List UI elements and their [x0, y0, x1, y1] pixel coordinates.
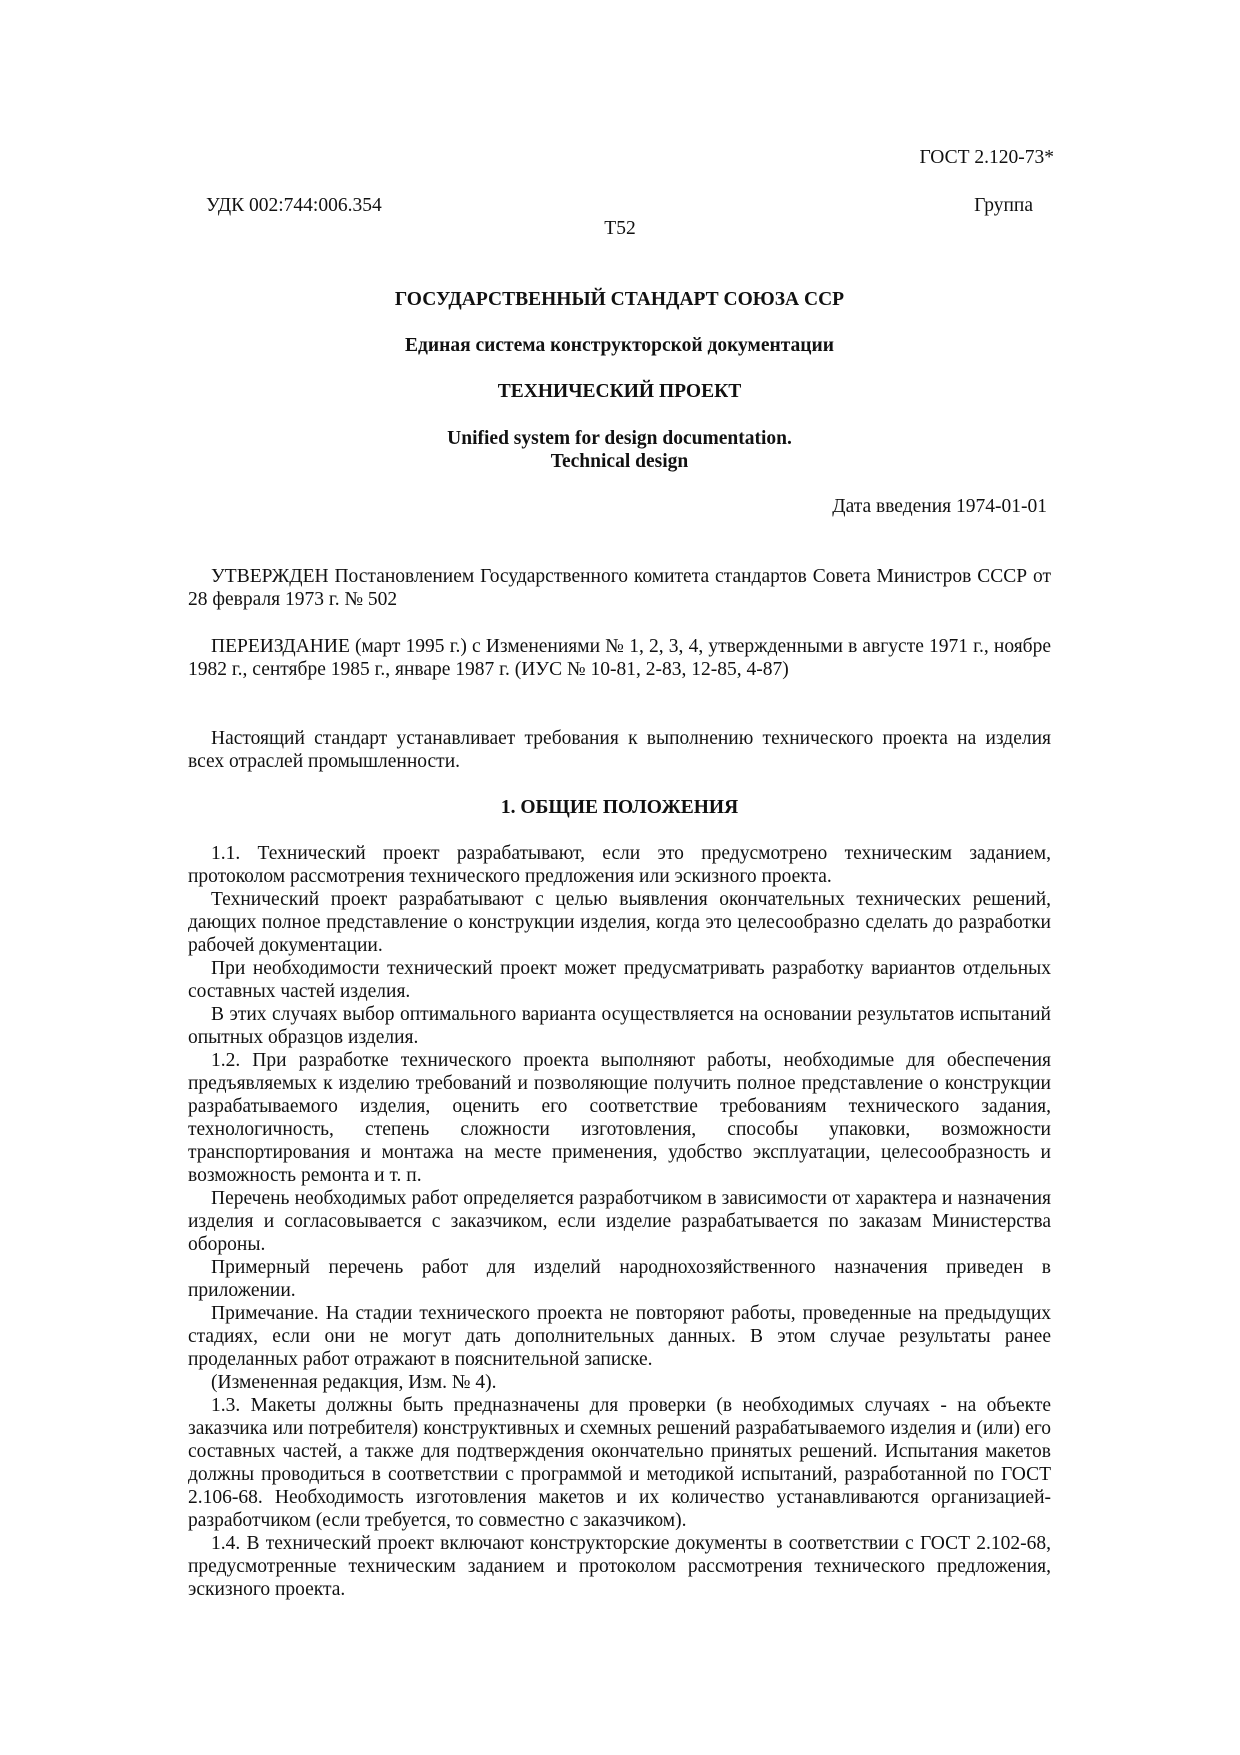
scope-statement — [188, 727, 1051, 773]
document-title: ТЕХНИЧЕСКИЙ ПРОЕКТ — [497, 381, 742, 402]
english-title-line-2: Technical design — [550, 451, 689, 472]
body-paragraph: В этих случаях выбор оптимального варианта осуществляется на основании результатов испытаний опытных образцов изделия. — [188, 1004, 1051, 1048]
scope-paragraph: Настоящий стандарт устанавливает требования к выполнению технического проекта на изделия всех отраслей промышленности. — [188, 728, 1051, 772]
standard-title: ГОСУДАРСТВЕННЫЙ СТАНДАРТ СОЮЗА ССР — [394, 289, 845, 310]
udk-code: УДК 002:744:006.354 — [206, 195, 382, 216]
approval-note — [188, 565, 1051, 611]
body-paragraph: 1.1. Технический проект разрабатывают, если это предусмотрено техническим заданием, протоколом рассмотрения технического предложения или эскизного проекта. — [188, 843, 1051, 887]
body-paragraph: 1.3. Макеты должны быть предназначены для проверки (в необходимых случаях - на объекте заказчика или потребителя) конструктивных и схемных решений разрабатываемого изделия и (или) его составных частей, а также для подтверждения окончательно принятых решений. Испытания макетов должны проводиться в соответствии с программой и методикой испытаний, разработанной по ГОСТ 2.106-68. Необходимость изготовления макетов и их количество устанавливаются организацией-разработчиком (если требуется, то совместно с заказчиком). — [188, 1395, 1051, 1531]
english-title-line-1: Unified system for design documentation. — [447, 428, 792, 449]
group-label: Группа — [974, 195, 1033, 216]
body-paragraph: При необходимости технический проект может предусматривать разработку вариантов отдельных составных частей изделия. — [188, 958, 1051, 1002]
system-title: Единая система конструкторской документации — [405, 335, 834, 356]
body-paragraph: 1.2. При разработке технического проекта выполняют работы, необходимые для обеспечения предъявляемых к изделию требований и позволяющие получить полное представление о конструкции разрабатываемого изделия, оценить его соответствие требованиям технического задания, технологичность, степень сложности изготовления, способы упаковки, возможности транспортирования и монтажа на месте применения, удобство эксплуатации, целесообразность и возможность ремонта и т. п. — [188, 1050, 1051, 1186]
section-heading: 1. ОБЩИЕ ПОЛОЖЕНИЯ — [500, 797, 739, 818]
reissue-note — [188, 635, 1051, 681]
english-title — [188, 427, 1051, 473]
introduction-date: Дата введения 1974-01-01 — [832, 496, 1047, 517]
body-paragraph: (Измененная редакция, Изм. № 4). — [211, 1372, 497, 1393]
group-code: Т52 — [604, 218, 636, 239]
body-paragraph: Примерный перечень работ для изделий народнохозяйственного назначения приведен в приложении. — [188, 1257, 1051, 1301]
approval-paragraph: УТВЕРЖДЕН Постановлением Государственного комитета стандартов Совета Министров СССР от 28 февраля 1973 г. № 502 — [188, 566, 1051, 610]
reissue-paragraph: ПЕРЕИЗДАНИЕ (март 1995 г.) с Изменениями № 1, 2, 3, 4, утвержденными в августе 1971 г., ноябре 1982 г., сентябре 1985 г., январе 1987 г. (ИУС № 10-81, 2-83, 12-85, 4-87) — [188, 636, 1051, 680]
body-paragraph: Перечень необходимых работ определяется разработчиком в зависимости от характера и назначения изделия и согласовывается с заказчиком, если изделие разрабатывается по заказам Министерства обороны. — [188, 1188, 1051, 1255]
section-body — [188, 842, 1051, 1601]
gost-code: ГОСТ 2.120-73* — [919, 147, 1054, 168]
body-paragraph: 1.4. В технический проект включают конструкторские документы в соответствии с ГОСТ 2.102-68, предусмотренные техническим заданием и протоколом рассмотрения технического предложения, эскизного проекта. — [188, 1533, 1051, 1600]
body-paragraph: Технический проект разрабатывают с целью выявления окончательных технических решений, дающих полное представление о конструкции изделия, когда это целесообразно сделать до разработки рабочей документации. — [188, 889, 1051, 956]
body-paragraph: Примечание. На стадии технического проекта не повторяют работы, проведенные на предыдущих стадиях, если они не могут дать дополнительных данных. В этом случае результаты ранее проделанных работ отражают в пояснительной записке. — [188, 1303, 1051, 1370]
